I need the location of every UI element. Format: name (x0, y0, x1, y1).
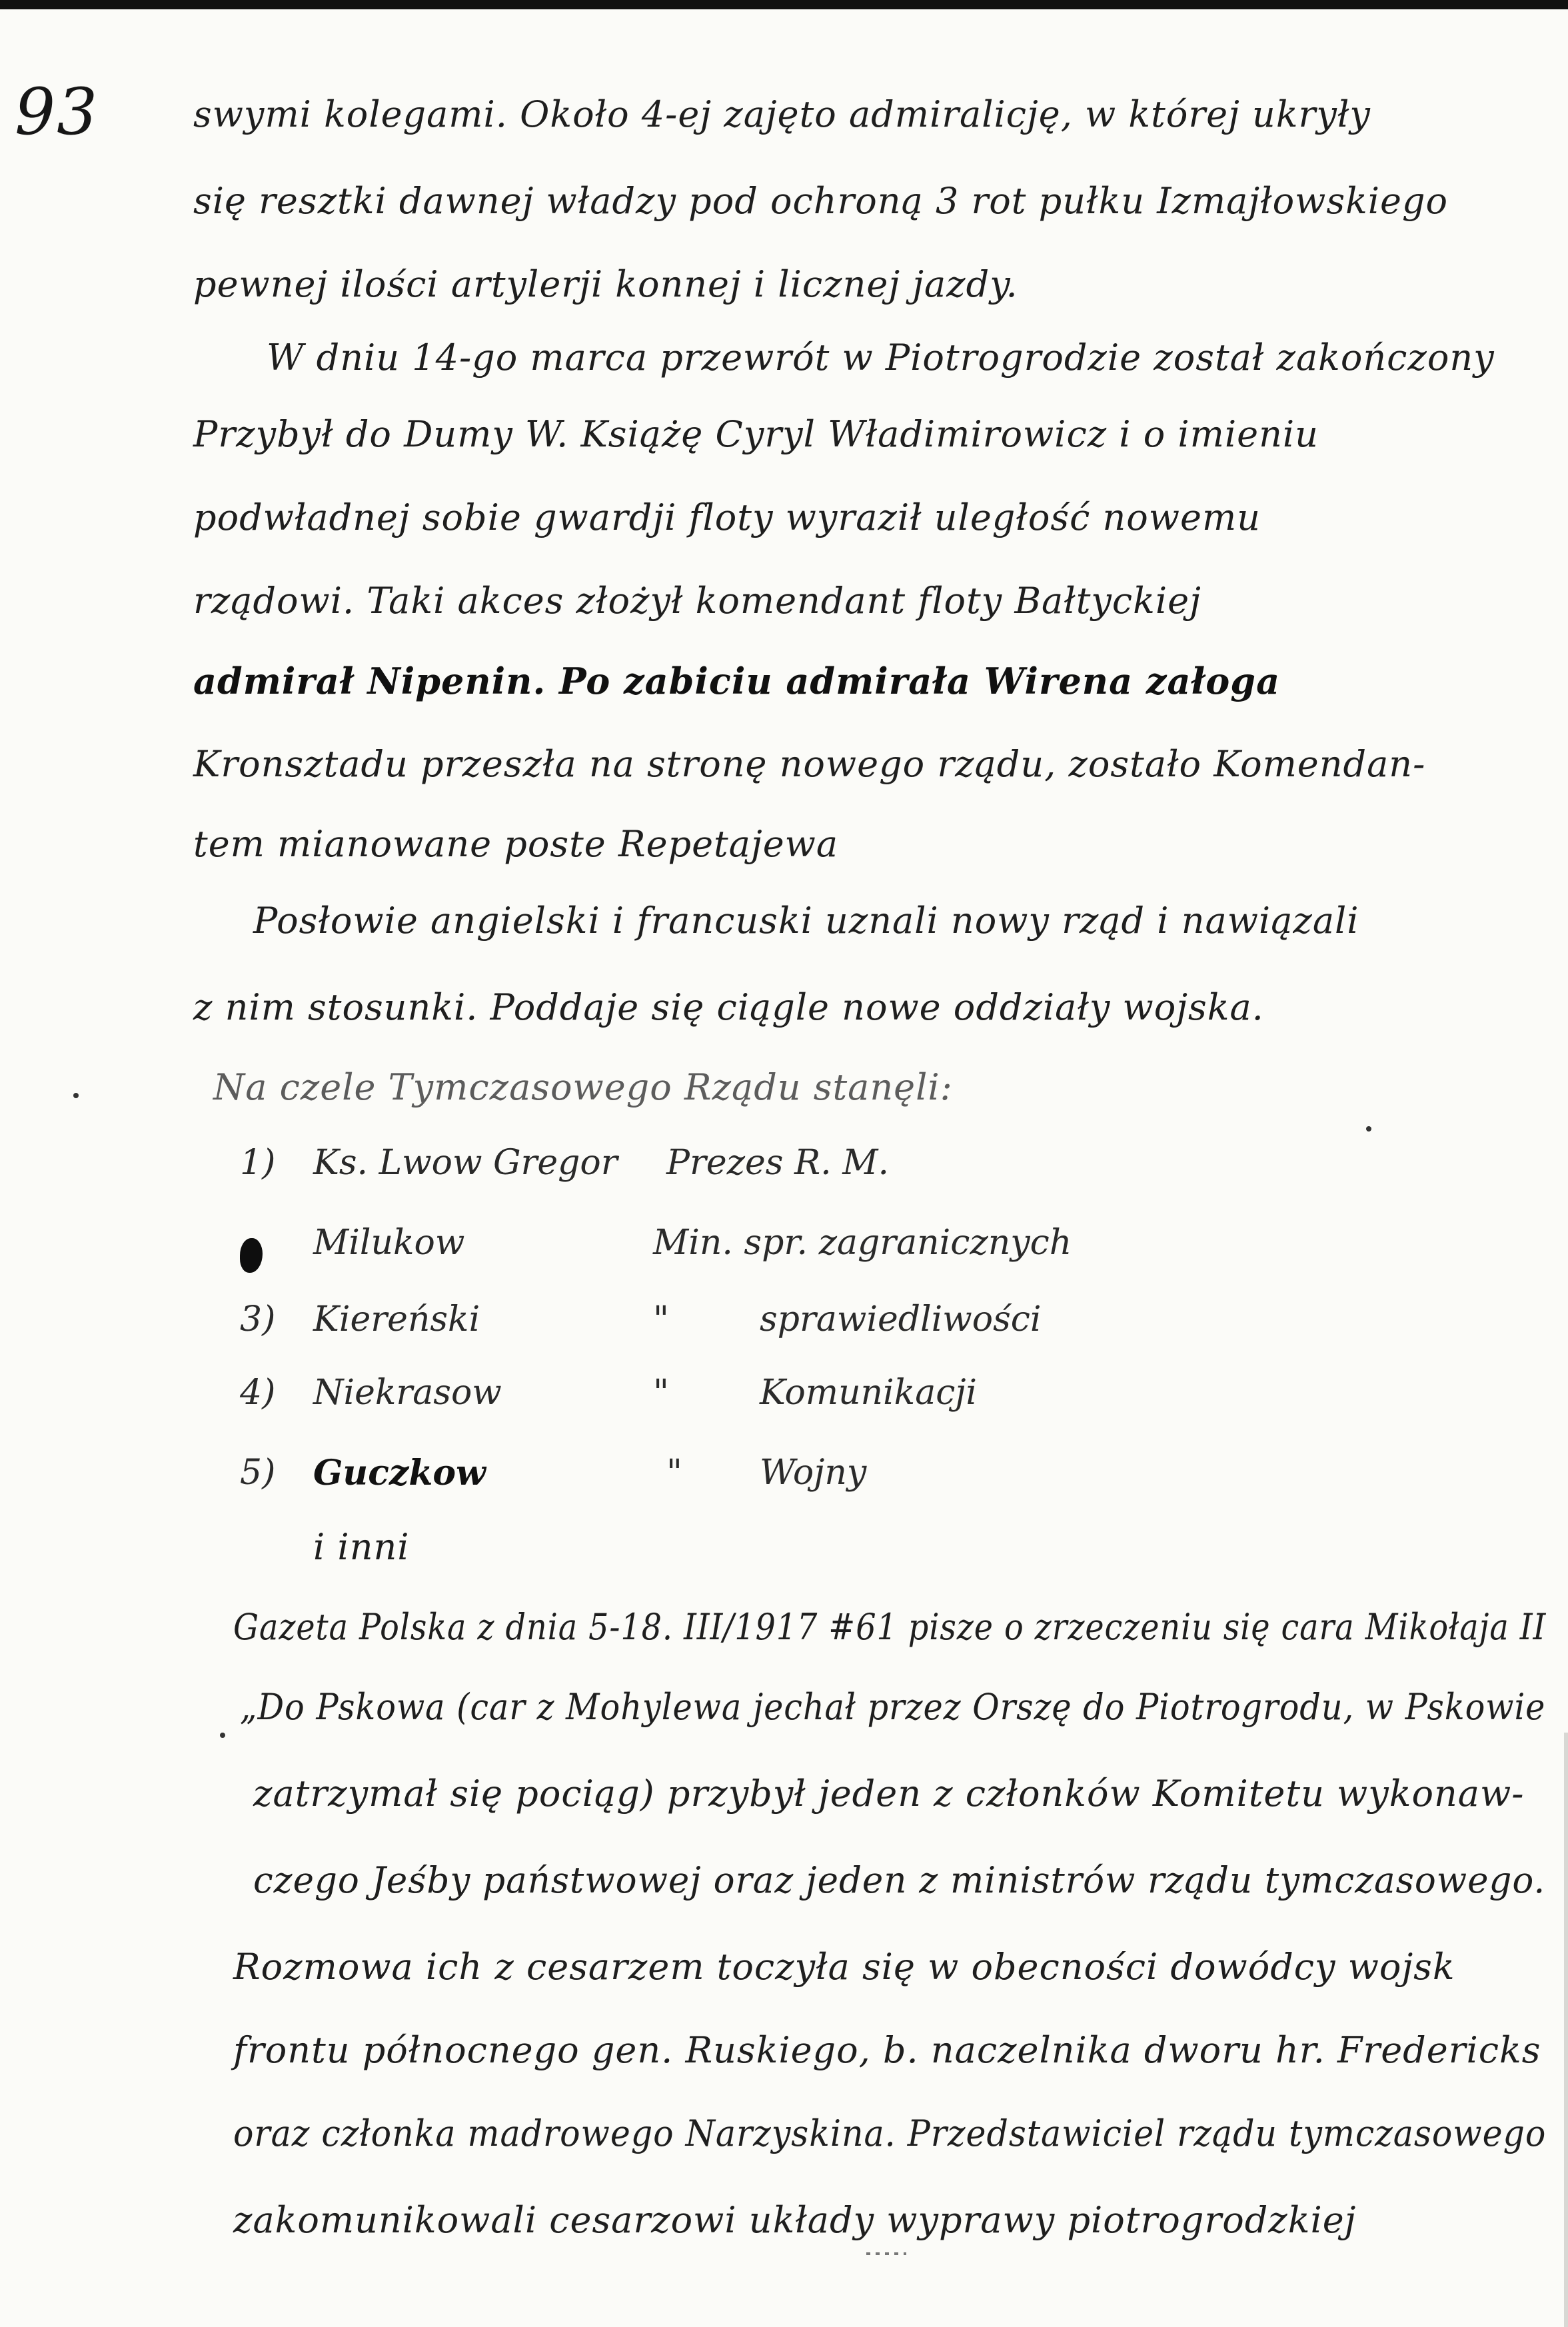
text-line: czego Jeśby państwowej oraz jeden z ministrów rządu tymczasowego. (253, 1859, 1546, 1901)
ink-speck (1366, 1126, 1371, 1132)
text-line: admirał Nipenin. Po zabiciu admirała Wirena załoga (193, 660, 1281, 702)
text-line: oraz członka madrowego Narzyskina. Przedstawiciel rządu tymczasowego (233, 2112, 1547, 2154)
member-role: Komunikacji (760, 1373, 978, 1413)
ink-speck (73, 1093, 79, 1098)
ditto-mark: " (666, 1453, 682, 1493)
ditto-mark: " (653, 1373, 669, 1413)
text-line: Rozmowa ich z cesarzem toczyła się w obecności dowódcy wojsk (233, 1946, 1455, 1988)
cabinet-member (240, 1299, 1439, 1353)
ink-speck (220, 1733, 225, 1738)
member-name: Ks. Lwow Gregor (313, 1143, 618, 1183)
cabinet-closing: i inni (313, 1526, 410, 1568)
text-line: zakomunikowali cesarzowi układy wyprawy piotrogrodzkiej (233, 2199, 1357, 2241)
member-number: 5) (240, 1453, 276, 1493)
page-right-edge (1564, 1733, 1568, 2327)
member-role: sprawiedliwości (760, 1299, 1042, 1339)
ink-dots (866, 2252, 906, 2255)
text-line: się resztki dawnej władzy pod ochroną 3 rot pułku Izmajłowskiego (193, 180, 1449, 222)
page-number: 93 (15, 75, 99, 149)
member-role: Prezes R. M. (666, 1143, 889, 1183)
cabinet-member (240, 1223, 1439, 1276)
member-role: Min. spr. zagranicznych (653, 1223, 1072, 1263)
member-role: Wojny (760, 1453, 867, 1493)
text-line: Gazeta Polska z dnia 5-18. III/1917 #61 pisze o zrzeczeniu się cara Mikołaja II (233, 1606, 1547, 1648)
text-line: zatrzymał się pociąg) przybył jeden z członków Komitetu wykonaw- (253, 1773, 1525, 1815)
ditto-mark: " (653, 1299, 669, 1339)
member-number: 4) (240, 1373, 276, 1413)
cabinet-member (240, 1373, 1439, 1426)
text-line: podwładnej sobie gwardji floty wyraził uległość nowemu (193, 496, 1261, 538)
text-line: tem mianowane poste Repetajewa (193, 823, 839, 865)
cabinet-member (240, 1143, 1439, 1196)
page-top-edge (0, 0, 1568, 9)
text-line: swymi kolegami. Około 4-ej zajęto admiralicję, w której ukryły (193, 93, 1371, 135)
member-number: 1) (240, 1143, 276, 1183)
text-line: Posłowie angielski i francuski uznali nowy rząd i nawiązali (253, 900, 1359, 942)
text-line: pewnej ilości artylerji konnej i licznej jazdy. (193, 263, 1018, 305)
member-name: Guczkow (313, 1453, 486, 1493)
member-number: 3) (240, 1299, 276, 1339)
member-name: Kiereński (313, 1299, 480, 1339)
cabinet-member (240, 1453, 1439, 1506)
text-line: frontu północnego gen. Ruskiego, b. naczelnika dworu hr. Fredericks (233, 2029, 1541, 2071)
member-name: Milukow (313, 1223, 465, 1263)
text-line: Przybył do Dumy W. Książę Cyryl Władimirowicz i o imieniu (193, 413, 1319, 455)
text-line: z nim stosunki. Poddaje się ciągle nowe oddziały wojska. (193, 986, 1264, 1028)
member-name: Niekrasow (313, 1373, 502, 1413)
text-line: W dniu 14-go marca przewrót w Piotrogrodzie został zakończony (267, 337, 1495, 379)
text-line: Kronsztadu przeszła na stronę nowego rządu, zostało Komendan- (193, 743, 1426, 785)
cabinet-heading: Na czele Tymczasowego Rządu stanęli: (213, 1066, 953, 1108)
text-line: „Do Pskowa (car z Mohylewa jechał przez Orszę do Piotrogrodu, w Pskowie (240, 1686, 1546, 1728)
text-line: rządowi. Taki akces złożył komendant floty Bałtyckiej (193, 580, 1201, 622)
